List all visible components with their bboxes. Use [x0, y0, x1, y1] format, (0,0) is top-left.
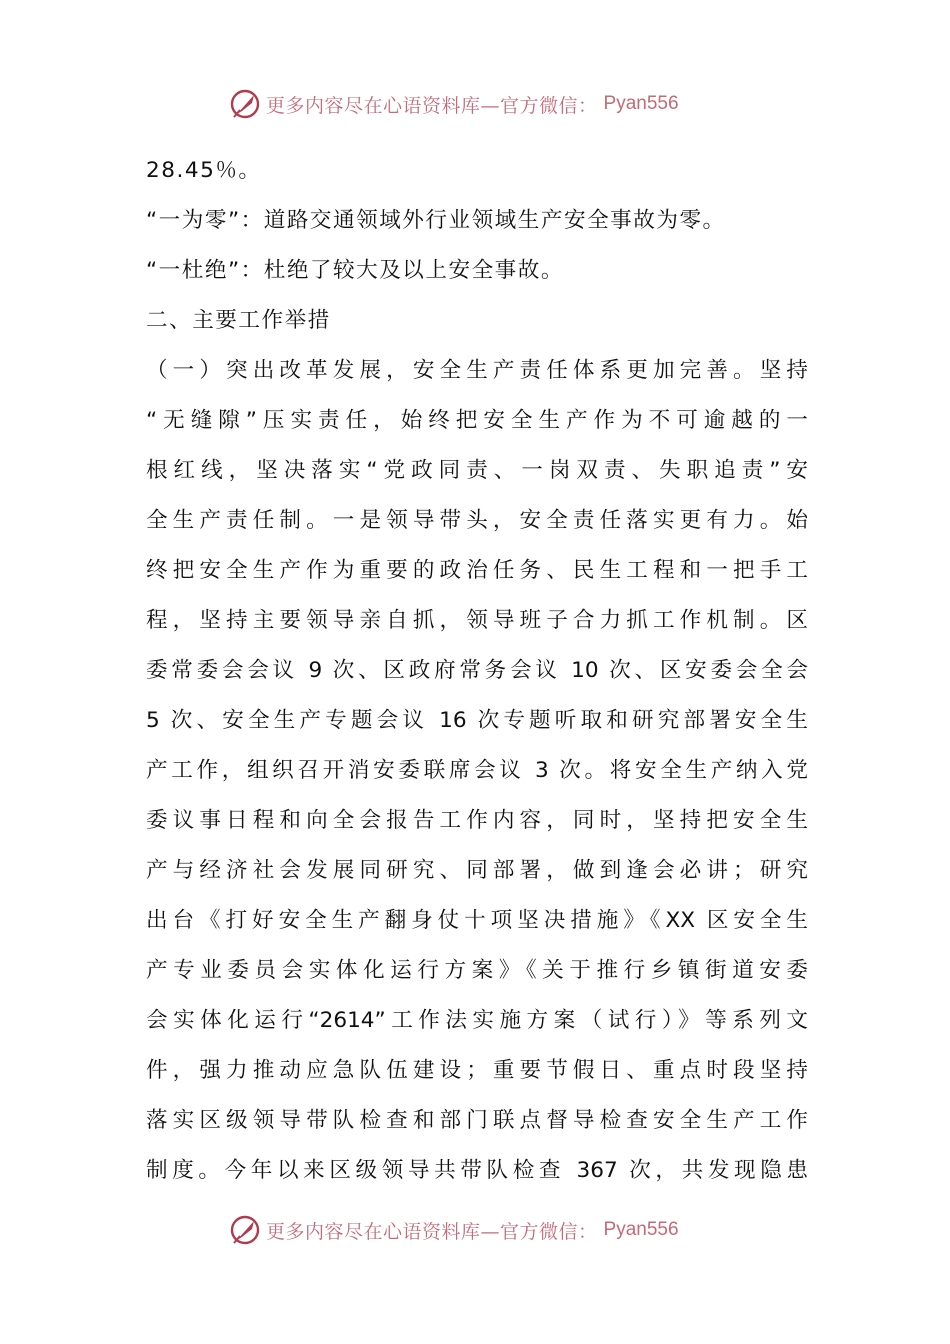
text-line: （一）突出改革发展，安全生产责任体系更加完善。坚持 — [146, 358, 808, 383]
watermark-text: 更多内容尽在心语资料库—官方微信： — [266, 1220, 598, 1243]
text-line: 出台《打好安全生产翻身仗十项坚决措施》《XX 区安全生 — [146, 908, 808, 933]
text-line: “一杜绝”：杜绝了较大及以上安全事故。 — [146, 258, 564, 283]
text-line: 全生产责任制。一是领导带头，安全责任落实更有力。始 — [146, 508, 808, 533]
watermark-footer — [228, 1210, 679, 1250]
section-heading: 二、主要工作举措 — [146, 308, 331, 333]
document-body — [146, 146, 808, 1196]
text-line: 终把安全生产作为重要的政治任务、民生工程和一把手工 — [146, 558, 808, 583]
text-line: 制度。今年以来区级领导共带队检查 367 次，共发现隐患 — [146, 1158, 808, 1183]
quill-logo-icon — [228, 87, 262, 121]
text-line: 根红线，坚决落实“党政同责、一岗双责、失职追责”安 — [146, 458, 808, 483]
watermark-wechat-id: Pyan556 — [603, 93, 679, 114]
watermark-header — [228, 84, 679, 124]
text-line: 5 次、安全生产专题会议 16 次专题听取和研究部署安全生 — [146, 708, 808, 733]
quill-logo-icon — [228, 1213, 262, 1247]
text-line: 落实区级领导带队检查和部门联点督导检查安全生产工作 — [146, 1108, 808, 1133]
text-line: 产与经济社会发展同研究、同部署，做到逢会必讲；研究 — [146, 858, 808, 883]
text-line: 会实体化运行“2614”工作法实施方案（试行）》等系列文 — [146, 1008, 808, 1033]
text-line: 程，坚持主要领导亲自抓，领导班子合力抓工作机制。区 — [146, 608, 808, 633]
text-line: 产专业委员会实体化运行方案》《关于推行乡镇街道安委 — [146, 958, 808, 983]
text-line: “无缝隙”压实责任，始终把安全生产作为不可逾越的一 — [146, 408, 808, 433]
watermark-wechat-id: Pyan556 — [603, 1219, 679, 1240]
text-line: 委常委会会议 9 次、区政府常务会议 10 次、区安委会全会 — [146, 658, 808, 683]
text-line: 件，强力推动应急队伍建设；重要节假日、重点时段坚持 — [146, 1058, 808, 1083]
text-line: “一为零”：道路交通领域外行业领域生产安全事故为零。 — [146, 208, 726, 233]
watermark-text: 更多内容尽在心语资料库—官方微信： — [266, 94, 598, 117]
text-line: 委议事日程和向全会报告工作内容，同时，坚持把安全生 — [146, 808, 808, 833]
text-line: 28.45％。 — [146, 158, 262, 183]
text-line: 产工作，组织召开消安委联席会议 3 次。将安全生产纳入党 — [146, 758, 808, 783]
